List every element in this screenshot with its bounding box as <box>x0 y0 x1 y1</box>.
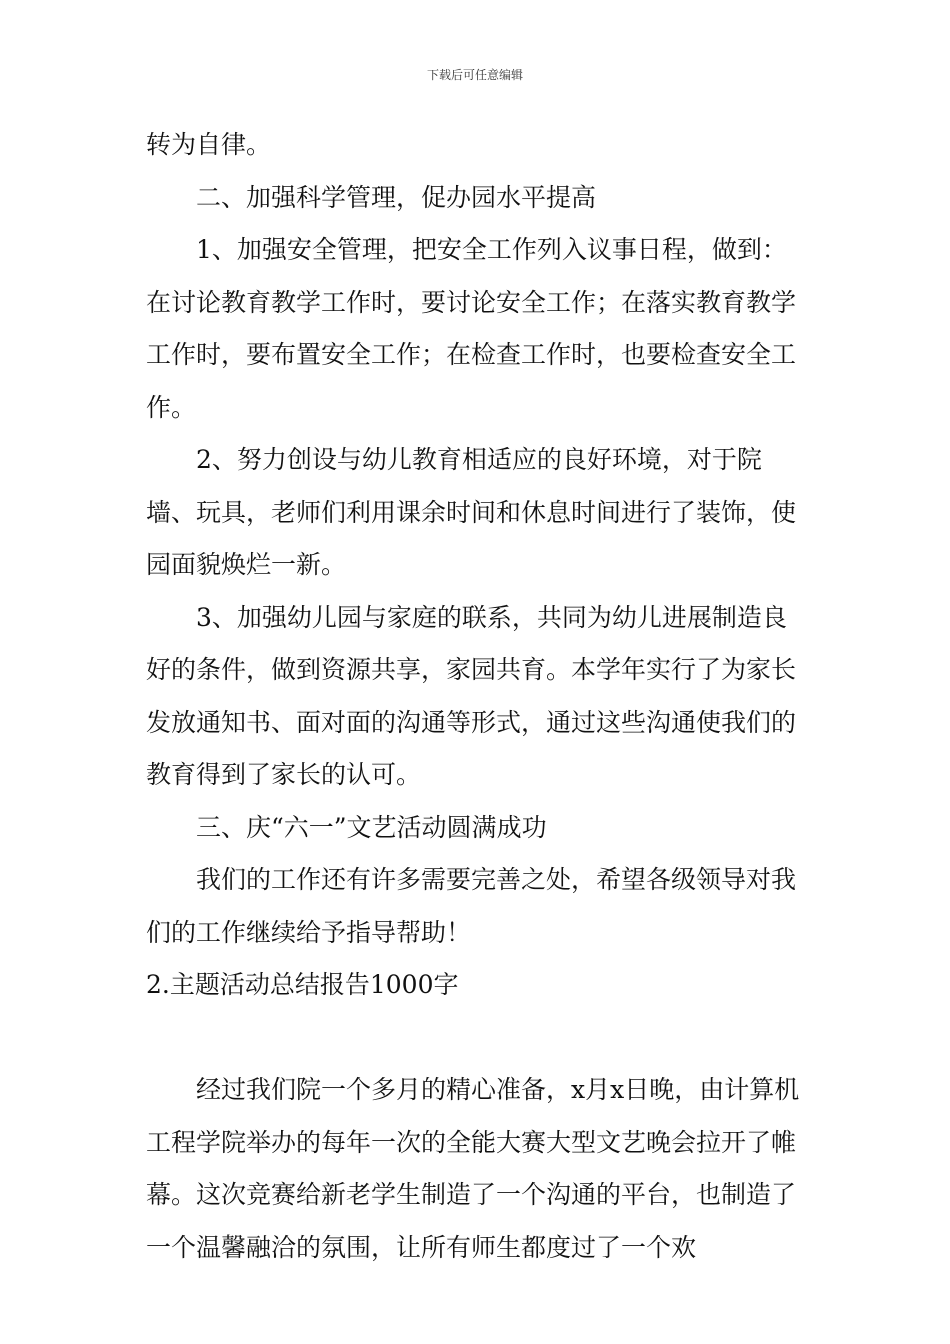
document-body <box>146 119 810 1274</box>
paragraph-closing: 我们的工作还有许多需要完善之处，希望各级领导对我们的工作继续给予指导帮助！ <box>146 865 797 947</box>
paragraph-report-intro: 经过我们院一个多月的精心准备，x月x日晚，由计算机工程学院举办的每年一次的全能大赛大型文艺晚会拉开了帷幕。这次竞赛给新老学生制造了一个沟通的平台，也制造了一个温馨融洽的氛围，让所有师生都度过了一个欢 <box>146 1075 800 1262</box>
blank-line <box>146 1012 810 1065</box>
section-heading-3: 三、庆“六一”文艺活动圆满成功 <box>196 812 547 842</box>
section-heading-2: 二、加强科学管理，促办园水平提高 <box>196 182 597 212</box>
paragraph-item-2: 2、努力创设与幼儿教育相适应的良好环境，对于院墙、玩具，老师们利用课余时间和休息时间进行了装饰，使园面貌焕烂一新。 <box>146 445 797 579</box>
page-header-note: 下载后可任意编辑 <box>426 68 523 82</box>
paragraph-item-3: 3、加强幼儿园与家庭的联系，共同为幼儿进展制造良好的条件，做到资源共享，家园共育。本学年实行了为家长发放通知书、面对面的沟通等形式，通过这些沟通使我们的教育得到了家长的认可。 <box>146 602 797 789</box>
report-title: 2.主题活动总结报告1000字 <box>146 970 459 999</box>
paragraph-continuation: 转为自律。 <box>146 130 272 159</box>
paragraph-item-1: 1、加强安全管理，把安全工作列入议事日程，做到：在讨论教育教学工作时，要讨论安全工作；在落实教育教学工作时，要布置安全工作；在检查工作时，也要检查安全工作。 <box>146 235 797 422</box>
